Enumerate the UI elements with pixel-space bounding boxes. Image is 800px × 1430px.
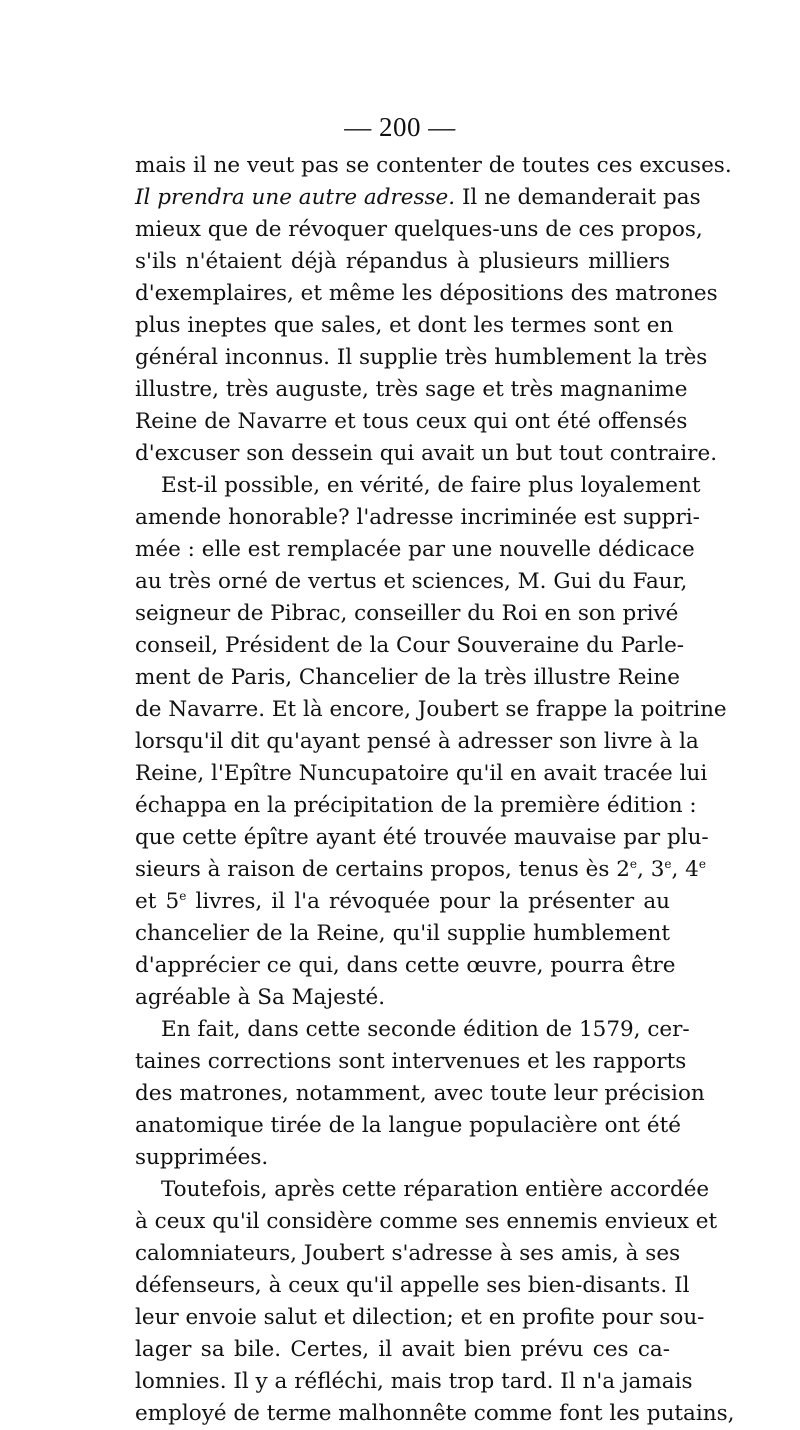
text-line: que cette épître ayant été trouvée mauvaise par plu- [135,825,709,850]
text-line: supprimées. [135,1145,269,1170]
text-line: au très orné de vertus et sciences, M. Gui du Faur, [135,569,688,594]
text-line: leur envoie salut et dilection; et en profite pour sou- [135,1305,705,1330]
text-line: ment de Paris, Chancelier de la très illustre Reine [135,665,680,690]
text-line: d'apprécier ce qui, dans cette œuvre, pourra être [135,953,676,978]
italic-phrase: Il prendra une autre adresse. [135,185,456,210]
text-line: de Navarre. Et là encore, Joubert se frappe la poitrine [135,697,727,722]
text-segment: Il ne demanderait pas [455,185,701,210]
text-line: amende honorable? l'adresse incriminée est suppri- [135,505,700,530]
body-text [135,150,735,1430]
text-line: s'ils n'étaient déjà répandus à plusieurs milliers [135,249,670,274]
superscript: e [179,888,187,903]
text-line: anatomique tirée de la langue populacière ont été [135,1113,681,1138]
text-line: mieux que de révoquer quelques-uns de ces propos, [135,217,703,242]
text-line: échappa en la précipitation de la première édition : [135,793,697,818]
text-segment: et 5 [135,889,180,914]
text-segment: sieurs à raison de certains propos, tenus ès 2 [135,857,630,882]
text-line: lager sa bile. Certes, il avait bien prévu ces ca- [135,1337,670,1362]
text-line: En fait, dans cette seconde édition de 1579, cer- [161,1017,690,1042]
text-line: seigneur de Pibrac, conseiller du Roi en son privé [135,601,679,626]
text-line: calomniateurs, Joubert s'adresse à ses amis, à ses [135,1241,681,1266]
text-line: Toutefois, après cette réparation entière accordée [161,1177,710,1202]
text-line: à ceux qu'il considère comme ses ennemis envieux et [135,1209,718,1234]
superscript: e [698,856,706,871]
text-line: lomnies. Il y a réfléchi, mais trop tard. Il n'a jamais [135,1369,693,1394]
text-line: illustre, très auguste, très sage et très magnanime [135,377,688,402]
text-line: des matrones, notamment, avec toute leur précision [135,1081,705,1106]
text-line: Est-il possible, en vérité, de faire plus loyalement [161,473,701,498]
text-segment: livres, il l'a révoquée pour la présenter au [186,889,670,914]
text-line: conseil, Président de la Cour Souveraine du Parle- [135,633,685,658]
text-line: Reine de Navarre et tous ceux qui ont été offensés [135,409,688,434]
text-line [135,854,706,886]
superscript: e [664,856,672,871]
text-segment: , 3 [637,857,665,882]
text-line: lorsqu'il dit qu'ayant pensé à adresser son livre à la [135,729,699,754]
text-line: d'excuser son dessein qui avait un but tout contraire. [135,441,718,466]
text-line: Reine, l'Epître Nuncupatoire qu'il en avait tracée lui [135,761,708,786]
text-line [135,886,670,918]
text-line: chancelier de la Reine, qu'il supplie humblement [135,921,670,946]
superscript: e [629,856,638,871]
page-number: — 200 — [344,112,456,142]
text-line: défenseurs, à ceux qu'il appelle ses bien-disants. Il [135,1273,690,1298]
text-line: mée : elle est remplacée par une nouvelle dédicace [135,537,695,562]
text-line: agréable à Sa Majesté. [135,985,386,1010]
text-line [135,182,701,214]
text-line: général inconnus. Il supplie très humblement la très [135,345,708,370]
text-line: employé de terme malhonnête comme font les putains, [135,1401,735,1426]
text-line: taines corrections sont intervenues et les rapports [135,1049,687,1074]
text-line: mais il ne veut pas se contenter de toutes ces excuses. [135,153,732,178]
text-line: d'exemplaires, et même les dépositions des matrones [135,281,718,306]
text-segment: , 4 [671,857,699,882]
text-line: plus ineptes que sales, et dont les termes sont en [135,313,674,338]
